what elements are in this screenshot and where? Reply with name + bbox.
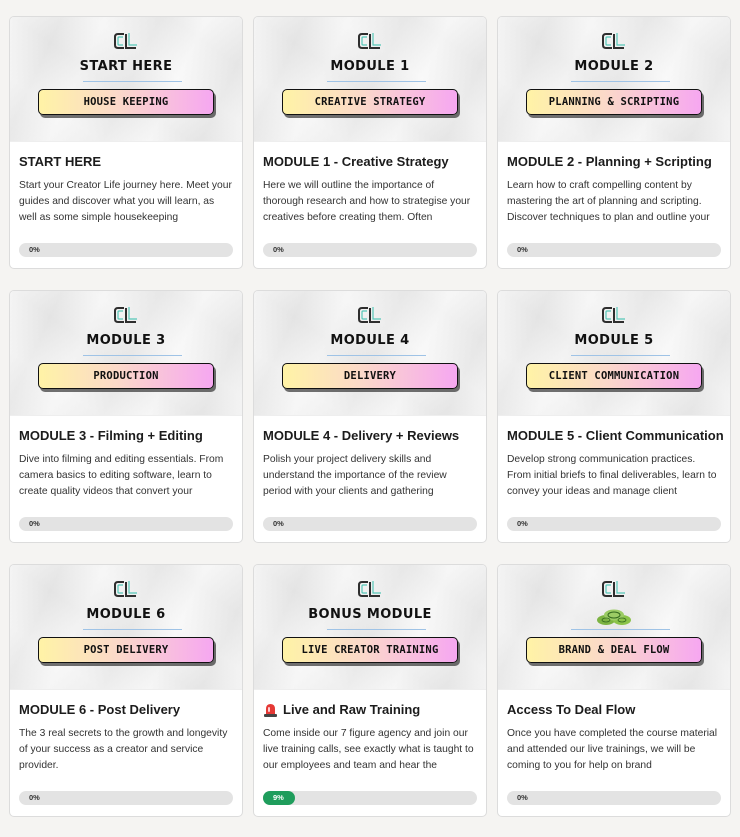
course-card-bonus-module[interactable]	[253, 564, 487, 817]
thumbnail-title: MODULE 6	[86, 607, 166, 622]
cl-logo-icon	[113, 31, 139, 51]
card-description: Dive into filming and editing essentials. From camera basics to editing software, learn to create quality videos that convert your	[19, 454, 224, 497]
thumbnail-pill: HOUSE KEEPING	[38, 89, 214, 115]
card-description: Polish your project delivery skills and understand the importance of the review period with your clients and gathering	[263, 454, 447, 497]
cl-logo-icon	[113, 579, 139, 599]
card-thumbnail	[498, 17, 730, 142]
thumbnail-divider	[327, 81, 426, 82]
card-title: Live and Raw Training	[283, 702, 421, 717]
card-description: The 3 real secrets to the growth and longevity of your success as a creator and service provider.	[19, 728, 228, 771]
course-card-module-4[interactable]	[253, 290, 487, 543]
thumbnail-pill: DELIVERY	[282, 363, 458, 389]
course-card-module-3[interactable]	[9, 290, 243, 543]
thumbnail-title: BONUS MODULE	[308, 607, 432, 622]
progress-label: 0%	[517, 793, 528, 802]
course-card-deal-flow[interactable]	[497, 564, 731, 817]
thumbnail-divider	[83, 81, 182, 82]
thumbnail-title: MODULE 5	[574, 333, 654, 348]
progress-label: 0%	[273, 519, 284, 528]
card-thumbnail	[498, 291, 730, 416]
cl-logo-icon	[601, 31, 627, 51]
card-thumbnail	[498, 565, 730, 690]
thumbnail-divider	[327, 629, 426, 630]
progress-bar	[19, 791, 233, 805]
thumbnail-divider	[571, 81, 670, 82]
card-title: START HERE	[19, 154, 102, 169]
course-card-module-2[interactable]	[497, 16, 731, 269]
thumbnail-title: MODULE 1	[330, 59, 410, 74]
thumbnail-title: MODULE 3	[86, 333, 166, 348]
card-title: MODULE 4 - Delivery + Reviews	[263, 428, 460, 443]
progress-label: 0%	[517, 245, 528, 254]
thumbnail-pill: POST DELIVERY	[38, 637, 214, 663]
course-card-module-6[interactable]	[9, 564, 243, 817]
thumbnail-divider	[83, 355, 182, 356]
card-thumbnail	[254, 291, 486, 416]
card-title: MODULE 2 - Planning + Scripting	[507, 154, 712, 169]
course-card-module-5[interactable]	[497, 290, 731, 543]
card-title-row	[263, 702, 477, 717]
cl-logo-icon	[357, 305, 383, 325]
progress-bar	[19, 243, 233, 257]
card-thumbnail	[254, 17, 486, 142]
card-description: Learn how to craft compelling content by mastering the art of planning and scripting. Discover techniques to plan and outline your	[507, 180, 710, 223]
progress-label: 0%	[29, 245, 40, 254]
thumbnail-divider	[327, 355, 426, 356]
thumbnail-divider	[83, 629, 182, 630]
progress-label: 9%	[273, 793, 284, 802]
progress-bar	[507, 517, 721, 531]
card-description: Start your Creator Life journey here. Meet your guides and discover what you will learn, as well as some simple housekeeping	[19, 180, 232, 223]
cl-logo-icon	[113, 305, 139, 325]
card-title: MODULE 5 - Client Communication	[507, 428, 724, 443]
progress-label: 0%	[29, 519, 40, 528]
card-title: MODULE 1 - Creative Strategy	[263, 154, 449, 169]
cl-logo-icon	[601, 305, 627, 325]
progress-bar	[19, 517, 233, 531]
thumbnail-title: MODULE 2	[574, 59, 654, 74]
thumbnail-divider	[571, 629, 670, 630]
course-grid	[9, 16, 731, 817]
thumbnail-divider	[571, 355, 670, 356]
progress-bar	[263, 517, 477, 531]
card-description: Once you have completed the course material and attended our live trainings, we will be coming to you for help on brand	[507, 728, 718, 771]
progress-label: 0%	[273, 245, 284, 254]
cl-logo-icon	[601, 579, 627, 599]
cl-logo-icon	[357, 579, 383, 599]
thumbnail-pill: CREATIVE STRATEGY	[282, 89, 458, 115]
thumbnail-pill: LIVE CREATOR TRAINING	[282, 637, 458, 663]
thumbnail-pill: BRAND & DEAL FLOW	[526, 637, 702, 663]
progress-bar	[507, 791, 721, 805]
alarm-light-icon	[263, 703, 278, 717]
card-description: Here we will outline the importance of thorough research and how to strategise your creatives before creating them. Often	[263, 180, 471, 223]
thumbnail-pill: PRODUCTION	[38, 363, 214, 389]
card-thumbnail	[10, 17, 242, 142]
card-thumbnail	[254, 565, 486, 690]
thumbnail-pill: PLANNING & SCRIPTING	[526, 89, 702, 115]
card-title: Access To Deal Flow	[507, 702, 636, 717]
thumbnail-title: START HERE	[79, 59, 173, 74]
progress-bar	[263, 791, 477, 805]
card-thumbnail	[10, 565, 242, 690]
progress-label: 0%	[29, 793, 40, 802]
card-title: MODULE 6 - Post Delivery	[19, 702, 181, 717]
cl-logo-icon	[357, 31, 383, 51]
course-card-start-here[interactable]	[9, 16, 243, 269]
progress-bar	[263, 243, 477, 257]
progress-bar	[507, 243, 721, 257]
money-stack-icon	[596, 607, 632, 627]
card-title: MODULE 3 - Filming + Editing	[19, 428, 203, 443]
card-description: Come inside our 7 figure agency and join our live training calls, see exactly what is taught to our employees and team and hear the	[263, 728, 474, 771]
course-card-module-1[interactable]	[253, 16, 487, 269]
card-description: Develop strong communication practices. From initial briefs to final deliverables, learn to convey your ideas and manage client	[507, 454, 717, 497]
card-thumbnail	[10, 291, 242, 416]
thumbnail-pill: CLIENT COMMUNICATION	[526, 363, 702, 389]
progress-label: 0%	[517, 519, 528, 528]
thumbnail-title: MODULE 4	[330, 333, 410, 348]
